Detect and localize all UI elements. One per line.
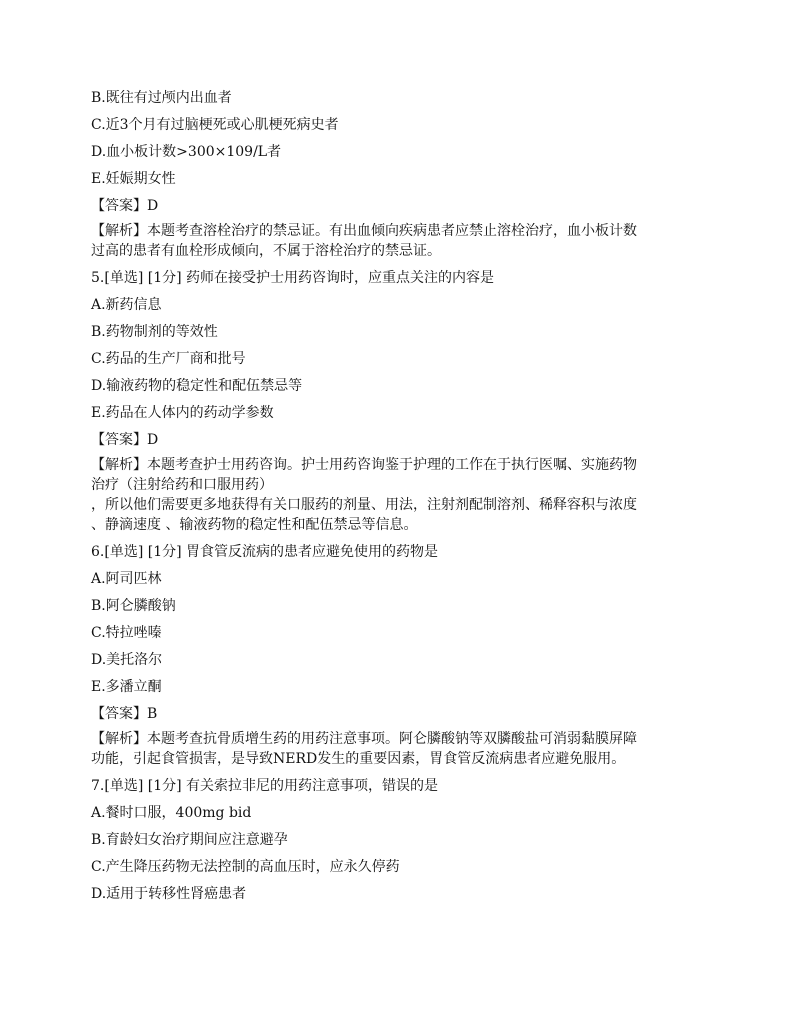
q6-option-d: D.美托洛尔 <box>91 652 163 668</box>
q4-analysis-line-2: 过高的患者有血栓形成倾向，不属于溶栓治疗的禁忌证。 <box>91 243 441 259</box>
q4-option-d: D.血小板计数>300×109/L者 <box>91 144 282 160</box>
q7-stem: 7.[单选] [1分] 有关索拉非尼的用药注意事项，错误的是 <box>91 778 439 794</box>
q6-analysis-line-1: 【解析】本题考查抗骨质增生药的用药注意事项。阿仑膦酸钠等双膦酸盐可消弱黏膜屏障 <box>91 731 637 747</box>
q7-option-c: C.产生降压药物无法控制的高血压时，应永久停药 <box>91 859 400 875</box>
q5-analysis-line-1: 【解析】本题考查护士用药咨询。护士用药咨询鉴于护理的工作在于执行医嘱、实施药物 <box>91 457 637 473</box>
q5-option-d: D.输液药物的稳定性和配伍禁忌等 <box>91 378 303 394</box>
q6-answer: 【答案】B <box>91 706 158 722</box>
document-page <box>91 88 707 904</box>
q5-answer: 【答案】D <box>91 432 159 448</box>
q6-option-a: A.阿司匹林 <box>91 571 162 587</box>
q4-analysis-line-1: 【解析】本题考查溶栓治疗的禁忌证。有出血倾向疾病患者应禁止溶栓治疗，血小板计数 <box>91 223 637 239</box>
q5-stem: 5.[单选] [1分] 药师在接受护士用药咨询时，应重点关注的内容是 <box>91 270 495 286</box>
q7-option-b: B.育龄妇女治疗期间应注意避孕 <box>91 832 288 848</box>
q4-option-c: C.近3个月有过脑梗死或心肌梗死病史者 <box>91 117 339 133</box>
q6-option-b: B.阿仑膦酸钠 <box>91 598 176 614</box>
q4-analysis <box>91 221 707 261</box>
q6-stem: 6.[单选] [1分] 胃食管反流病的患者应避免使用的药物是 <box>91 544 439 560</box>
q6-analysis-line-2: 功能，引起食管损害，是导致NERD发生的重要因素，胃食管反流病患者应避免服用。 <box>91 751 626 767</box>
q5-option-a: A.新药信息 <box>91 297 162 313</box>
q5-option-b: B.药物制剂的等效性 <box>91 324 218 340</box>
q7-option-a: A.餐时口服，400mg bid <box>91 805 252 821</box>
q7-option-d: D.适用于转移性肾癌患者 <box>91 886 247 902</box>
q6-analysis <box>91 729 707 769</box>
q4-answer: 【答案】D <box>91 198 159 214</box>
q6-option-c: C.特拉唑嗪 <box>91 625 162 641</box>
q4-option-e: E.妊娠期女性 <box>91 171 176 187</box>
q6-option-e: E.多潘立酮 <box>91 679 162 695</box>
q5-option-c: C.药品的生产厂商和批号 <box>91 351 246 367</box>
q5-analysis-line-3: ，所以他们需要更多地获得有关口服药的剂量、用法，注射剂配制溶剂、稀释容积与浓度 <box>91 497 637 513</box>
q5-analysis-line-4: 、静滴速度 、输液药物的稳定性和配伍禁忌等信息。 <box>91 517 418 533</box>
q4-option-b: B.既往有过颅内出血者 <box>91 90 232 106</box>
q5-analysis <box>91 455 707 535</box>
q5-analysis-line-2: 治疗（注射给药和口服用药） <box>91 477 273 493</box>
q5-option-e: E.药品在人体内的药动学参数 <box>91 405 274 421</box>
